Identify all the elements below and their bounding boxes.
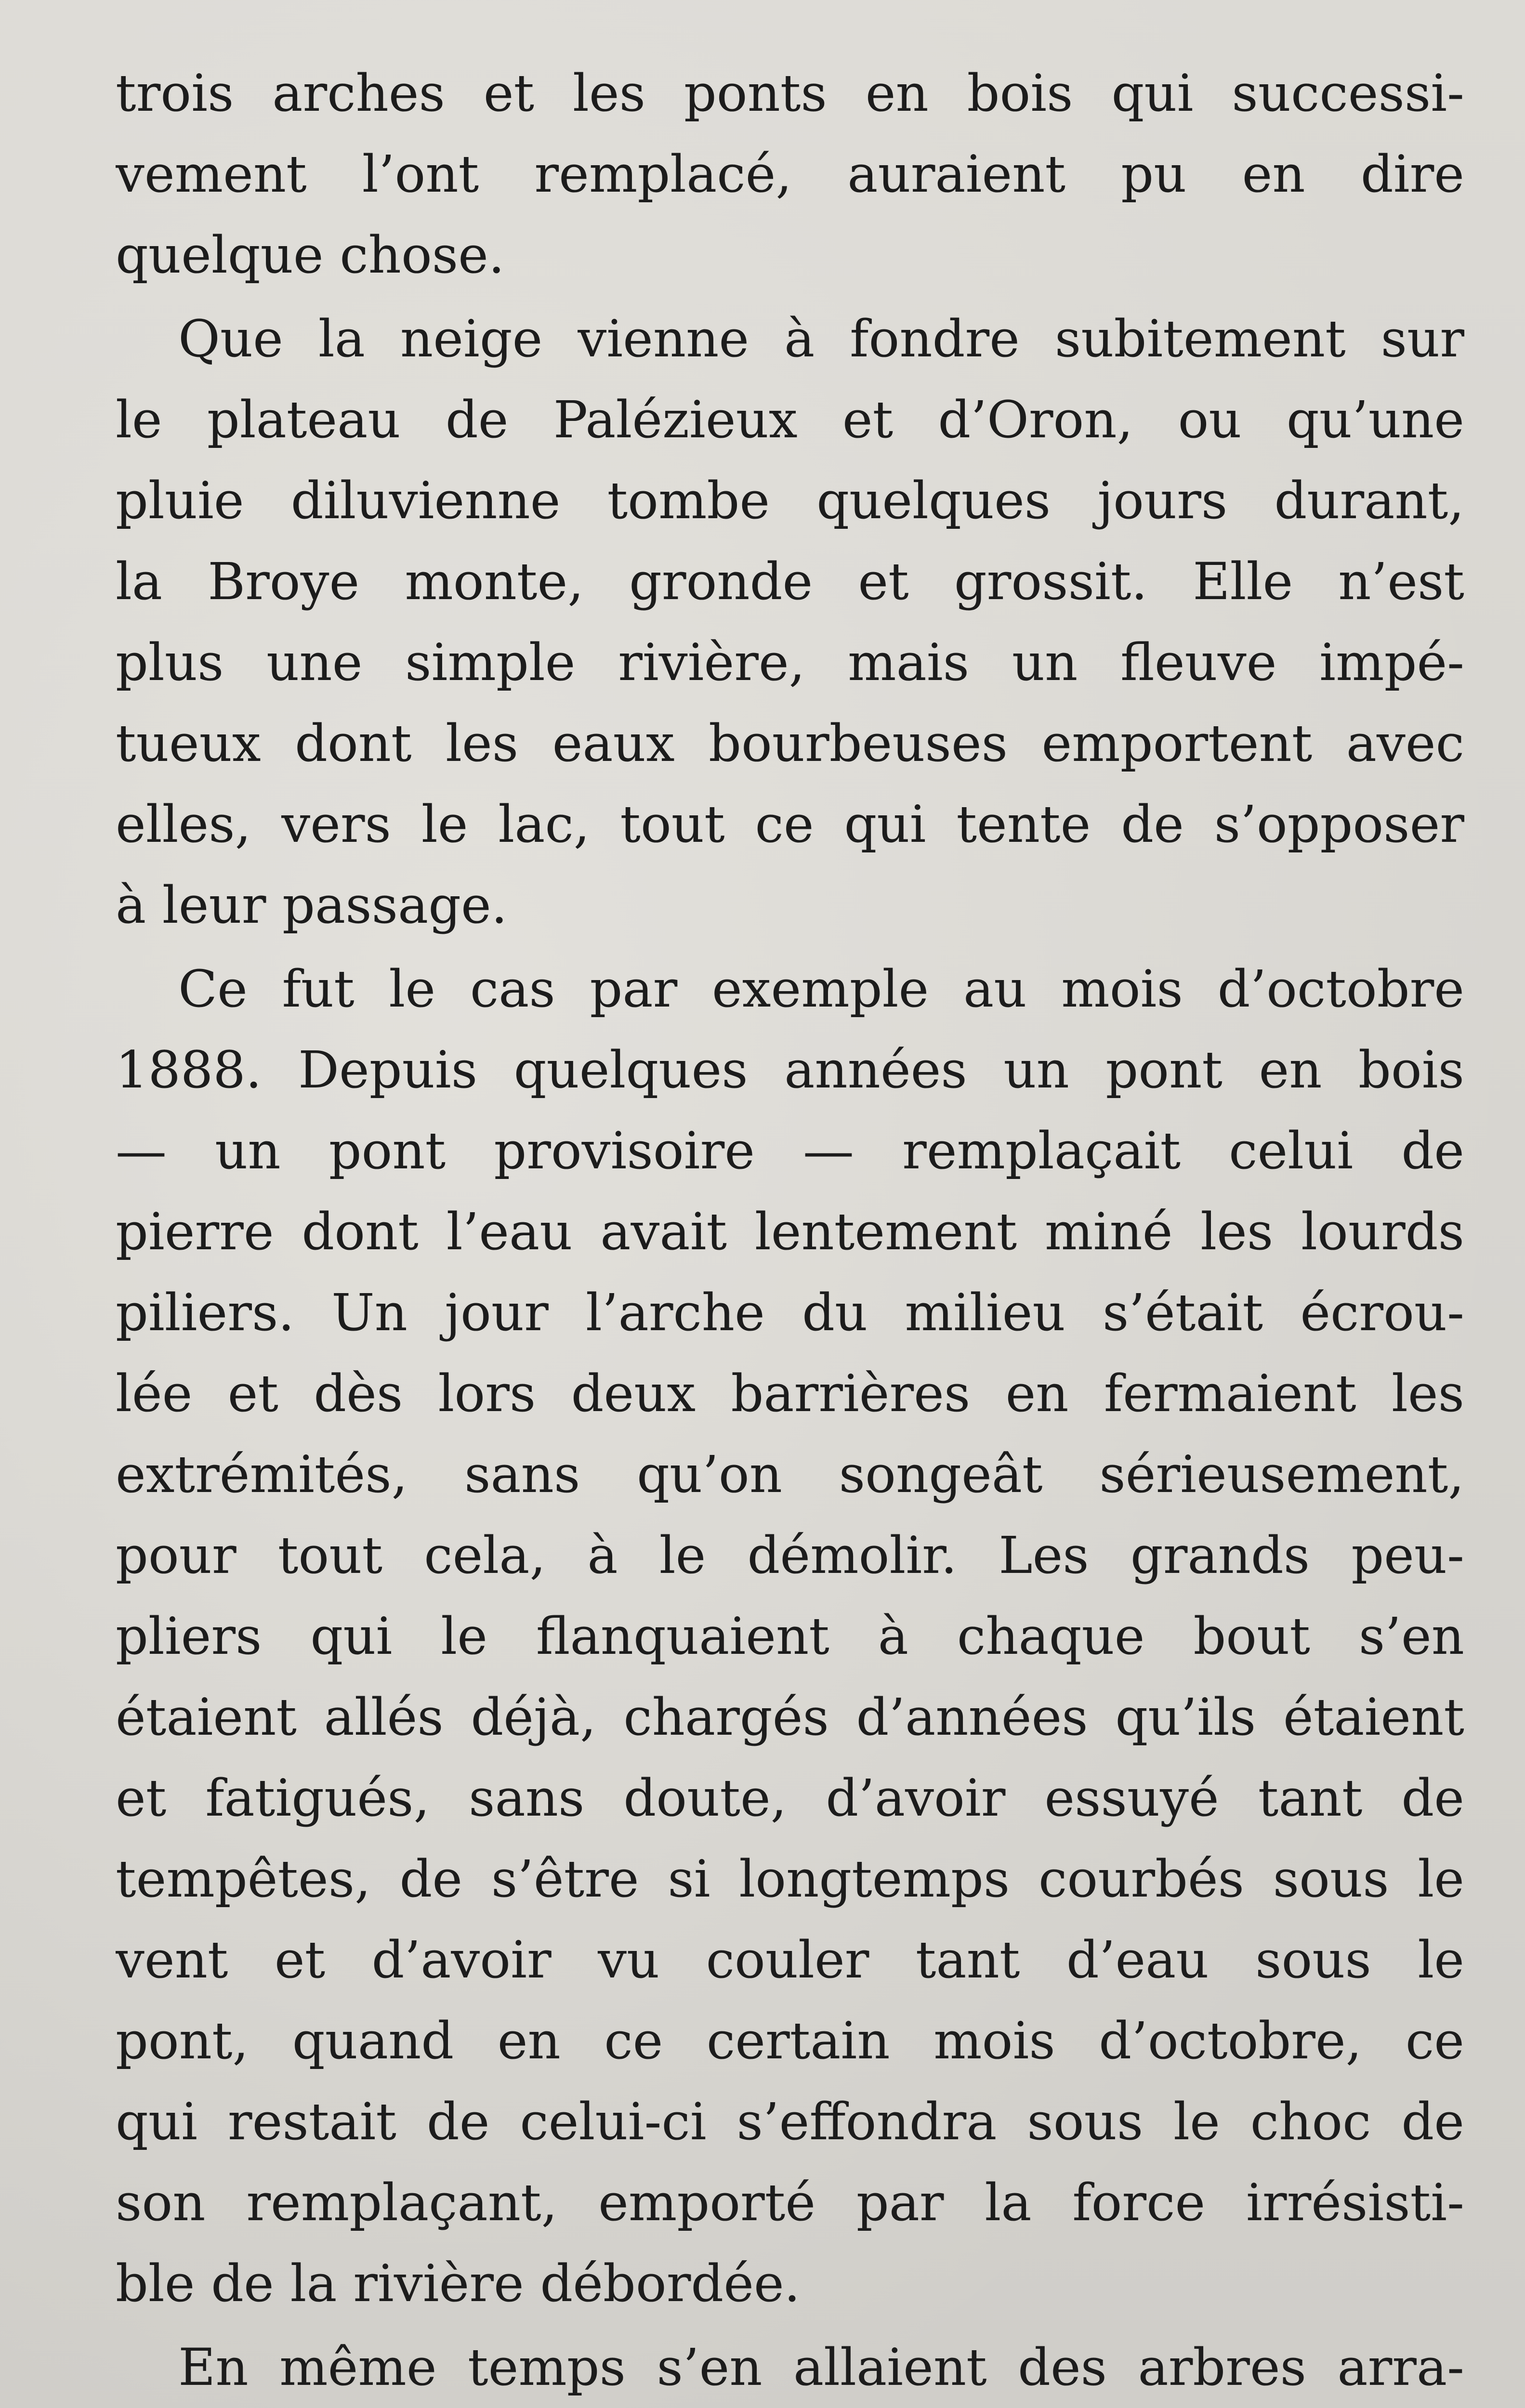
page-text xyxy=(116,53,1464,2408)
text-line: étaient allés déjà, chargés d’années qu’ils étaient xyxy=(116,1688,1464,1747)
text-line: tempêtes, de s’être si longtemps courbés sous le xyxy=(116,1849,1464,1909)
text-line: et fatigués, sans doute, d’avoir essuyé tant de xyxy=(116,1768,1464,1828)
text-line: pierre dont l’eau avait lentement miné les lourds xyxy=(116,1202,1464,1261)
text-line: elles, vers le lac, tout ce qui tente de s’opposer xyxy=(116,795,1464,854)
text-line: En même temps s’en allaient des arbres arra- xyxy=(178,2338,1464,2397)
text-line: trois arches et les ponts en bois qui successi- xyxy=(116,64,1464,123)
text-line: son remplaçant, emporté par la force irrésisti- xyxy=(116,2173,1464,2232)
text-line: 1888. Depuis quelques années un pont en bois xyxy=(116,1040,1464,1099)
text-line: plus une simple rivière, mais un fleuve impé- xyxy=(116,633,1464,692)
text-line: tueux dont les eaux bourbeuses emportent avec xyxy=(116,714,1464,773)
text-line: le plateau de Palézieux et d’Oron, ou qu’une xyxy=(116,390,1464,449)
text-line: Que la neige vienne à fondre subitement sur xyxy=(178,309,1464,368)
text-line: ble de la rivière débordée. xyxy=(116,2254,801,2313)
text-line: vement l’ont remplacé, auraient pu en dire xyxy=(116,144,1464,204)
text-line: quelque chose. xyxy=(116,225,505,285)
text-line: pliers qui le flanquaient à chaque bout s’en xyxy=(116,1607,1464,1666)
text-line: piliers. Un jour l’arche du milieu s’était écrou- xyxy=(116,1283,1464,1342)
text-line: — un pont provisoire — remplaçait celui de xyxy=(116,1121,1464,1180)
text-line: Ce fut le cas par exemple au mois d’octobre xyxy=(178,959,1464,1019)
text-line: à leur passage. xyxy=(116,876,508,935)
text-line: pont, quand en ce certain mois d’octobre, ce xyxy=(116,2011,1464,2070)
text-line: extrémités, sans qu’on songeât sérieusement, xyxy=(116,1445,1464,1504)
text-line: pour tout cela, à le démolir. Les grands peu- xyxy=(116,1526,1464,1585)
text-line: vent et d’avoir vu couler tant d’eau sous le xyxy=(116,1930,1464,1989)
text-line: qui restait de celui-ci s’effondra sous le choc de xyxy=(116,2092,1464,2151)
text-line: la Broye monte, gronde et grossit. Elle n’est xyxy=(116,552,1464,611)
text-line: pluie diluvienne tombe quelques jours durant, xyxy=(116,471,1464,530)
text-line: lée et dès lors deux barrières en fermaient les xyxy=(116,1364,1464,1423)
